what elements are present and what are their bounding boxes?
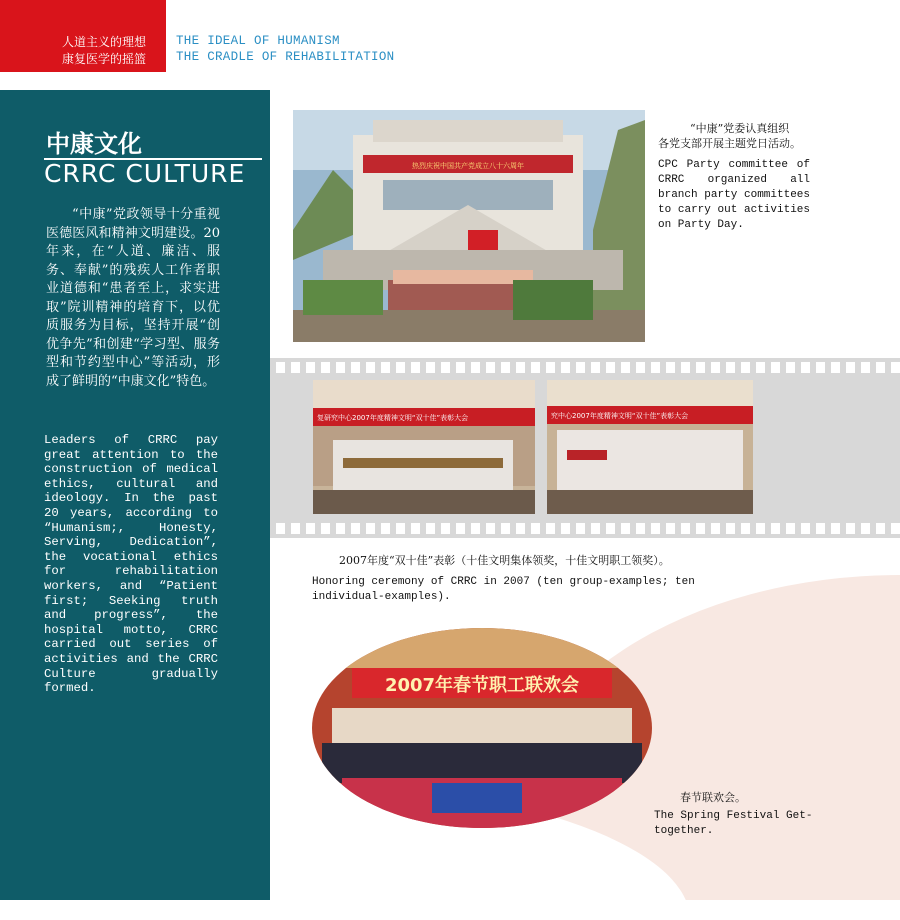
film-hole	[681, 362, 690, 373]
film-hole	[681, 523, 690, 534]
film-hole	[621, 523, 630, 534]
film-hole	[741, 523, 750, 534]
party-caption-cn-line2: 各党支部开展主题党日活动。	[658, 137, 801, 150]
film-hole	[441, 523, 450, 534]
film-hole	[411, 523, 420, 534]
film-hole	[876, 362, 885, 373]
film-hole	[651, 523, 660, 534]
party-caption-cn-line1: “中康”党委认真组织	[690, 122, 790, 135]
film-hole	[306, 362, 315, 373]
ceremony-banner-left: 复研究中心2007年度精神文明“双十佳”表彰大会	[317, 414, 469, 422]
film-hole	[546, 362, 555, 373]
header-en-line2: THE CRADLE OF REHABILITATION	[176, 50, 395, 64]
film-hole	[816, 523, 825, 534]
film-hole	[531, 523, 540, 534]
film-hole	[711, 523, 720, 534]
film-hole	[831, 523, 840, 534]
film-hole	[831, 362, 840, 373]
header-en-title	[176, 33, 394, 65]
film-holes-bottom	[270, 521, 900, 535]
section-body-cn: “中康”党政领导十分重视医德医风和精神文明建设。20年来，在“人道、廉洁、服务、奉献”的残疾人工作者职业道德和“患者至上，求实进取”院训精神的培育下，以优质服务为目标，坚持开展“创优争先”和创建“学习型、服务型和节约型中心”等活动，形成了鲜明的“中康文化”特色。	[46, 207, 220, 389]
film-hole	[381, 523, 390, 534]
film-hole	[501, 362, 510, 373]
section-title-en: CRRC CULTURE	[44, 159, 246, 188]
spring-festival-photo	[312, 628, 652, 828]
header-cn-line1: 人道主义的理想	[62, 35, 147, 49]
film-hole	[366, 362, 375, 373]
film-hole	[276, 362, 285, 373]
film-hole	[501, 523, 510, 534]
film-hole	[891, 523, 900, 534]
film-hole	[651, 362, 660, 373]
party-caption-cn	[658, 121, 830, 151]
film-hole	[771, 362, 780, 373]
film-hole	[471, 362, 480, 373]
film-hole	[471, 523, 480, 534]
film-hole	[456, 362, 465, 373]
film-hole	[891, 362, 900, 373]
film-hole	[396, 362, 405, 373]
party-caption-en: CPC Party committee of CRRC organized all branch party committees to carry out activities on Party Day.	[658, 159, 810, 231]
film-hole	[876, 523, 885, 534]
party-banner-text: 热烈庆祝中国共产党成立八十六周年	[412, 162, 524, 170]
film-hole	[426, 523, 435, 534]
ceremony-banner-right: 究中心2007年度精神文明“双十佳”表彰大会	[551, 412, 689, 420]
spring-banner-text: 2007年春节职工联欢会	[384, 675, 580, 696]
film-hole	[801, 523, 810, 534]
ceremony-caption-en: Honoring ceremony of CRRC in 2007 (ten group-examples; ten individual-examples).	[312, 576, 695, 603]
film-hole	[381, 362, 390, 373]
film-hole	[816, 362, 825, 373]
film-hole	[516, 362, 525, 373]
spring-caption-cn: 春节联欢会。	[680, 791, 746, 804]
film-hole	[696, 362, 705, 373]
film-hole	[486, 362, 495, 373]
film-hole	[756, 362, 765, 373]
section-body-en: Leaders of CRRC pay great attention to the construction of medical ethics, cultural and ideology. In the past 20 years, according to “Humanism;, Honesty, Serving, Dedication”, the vocational ethics for rehabilitation workers, and “Patient first; Seeking truth and progress”, the hospital motto, CRRC carried out series of activities and the CRRC Culture gradually formed.	[44, 433, 218, 696]
film-hole	[366, 523, 375, 534]
film-hole	[351, 362, 360, 373]
film-hole	[591, 523, 600, 534]
film-hole	[276, 523, 285, 534]
film-hole	[411, 362, 420, 373]
film-hole	[576, 523, 585, 534]
film-hole	[771, 523, 780, 534]
film-hole	[666, 362, 675, 373]
film-hole	[621, 362, 630, 373]
film-hole	[441, 362, 450, 373]
film-hole	[606, 523, 615, 534]
film-hole	[531, 362, 540, 373]
film-hole	[576, 362, 585, 373]
header-cn-line2: 康复医学的摇篮	[62, 52, 147, 66]
film-hole	[711, 362, 720, 373]
film-hole	[336, 523, 345, 534]
film-hole	[726, 362, 735, 373]
ceremony-caption-cn: 2007年度“双十佳”表彰（十佳文明集体领奖，十佳文明职工领奖）。	[339, 554, 670, 567]
film-hole	[291, 523, 300, 534]
header-en-line1: THE IDEAL OF HUMANISM	[176, 34, 340, 48]
film-hole	[786, 362, 795, 373]
section-title-cn: 中康文化	[46, 130, 142, 158]
film-hole	[786, 523, 795, 534]
film-holes-top	[270, 360, 900, 374]
film-hole	[741, 362, 750, 373]
party-day-photo	[293, 110, 645, 342]
ceremony-photo-left	[313, 380, 535, 514]
spring-caption-en: The Spring Festival Get-together.	[654, 810, 813, 837]
film-hole	[336, 362, 345, 373]
film-hole	[486, 523, 495, 534]
film-hole	[516, 523, 525, 534]
film-hole	[861, 362, 870, 373]
film-hole	[591, 362, 600, 373]
film-hole	[846, 523, 855, 534]
film-hole	[561, 362, 570, 373]
film-hole	[636, 362, 645, 373]
film-hole	[666, 523, 675, 534]
header-cn-title	[62, 34, 162, 68]
film-hole	[291, 362, 300, 373]
film-hole	[546, 523, 555, 534]
film-hole	[726, 523, 735, 534]
film-hole	[696, 523, 705, 534]
film-hole	[636, 523, 645, 534]
film-hole	[561, 523, 570, 534]
film-hole	[846, 362, 855, 373]
film-hole	[426, 362, 435, 373]
film-hole	[396, 523, 405, 534]
film-hole	[756, 523, 765, 534]
film-hole	[606, 362, 615, 373]
film-hole	[801, 362, 810, 373]
film-hole	[351, 523, 360, 534]
film-hole	[321, 362, 330, 373]
film-hole	[456, 523, 465, 534]
film-hole	[861, 523, 870, 534]
film-hole	[306, 523, 315, 534]
ceremony-photo-right	[547, 380, 753, 514]
film-hole	[321, 523, 330, 534]
